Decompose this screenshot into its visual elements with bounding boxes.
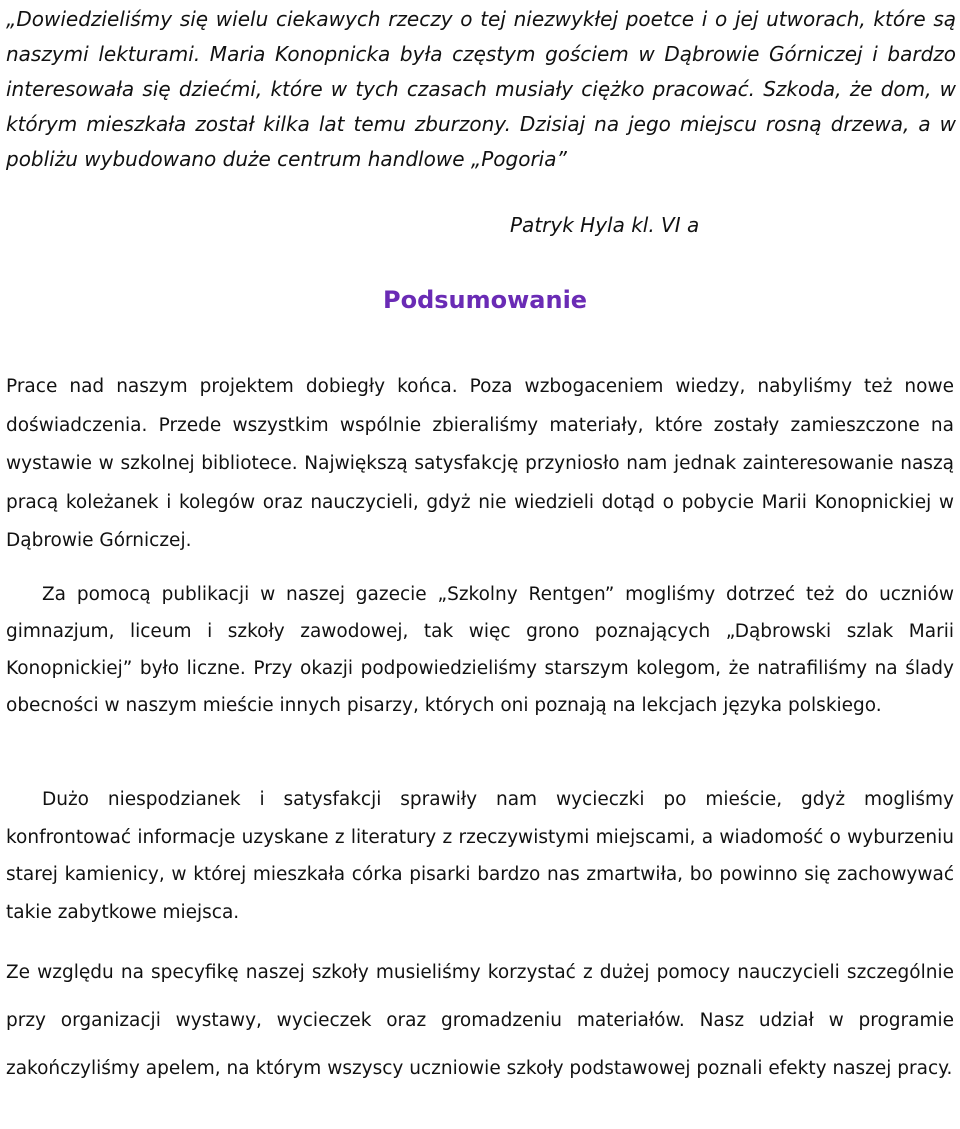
author-signature: Patryk Hyla kl. VI a [510, 213, 700, 237]
summary-paragraph: Dużo niespodzianek i satysfakcji sprawiły nam wycieczki po mieście, gdyż mogliśmy konfrontować informacje uzyskane z literatury z rzeczywistymi miejscami, a wiadomość o wyburzeniu starej kamienicy, w której mieszkała córka pisarki bardzo nas zmartwiła, bo powinno się zachowywać takie zabytkowe miejsca. [6, 789, 954, 923]
summary-paragraph: Prace nad naszym projektem dobiegły końca. Poza wzbogaceniem wiedzy, nabyliśmy też nowe doświadczenia. Przede wszystkim wspólnie zbieraliśmy materiały, które zostały zamieszczone na wystawie w szkolnej bibliotece. Największą satysfakcję przyniosło nam jednak zainteresowanie naszą pracą koleżanek i kolegów oraz nauczycieli, gdyż nie wiedzieli dotąd o pobycie Marii Konopnickiej w Dąbrowie Górniczej. [6, 376, 954, 551]
section-heading: Podsumowanie [383, 286, 588, 314]
summary-paragraph: Za pomocą publikacji w naszej gazecie „Szkolny Rentgen” mogliśmy dotrzeć też do uczniów gimnazjum, liceum i szkoły zawodowej, tak więc grono poznających „Dąbrowski szlak Marii Konopnickiej” było liczne. Przy okazji podpowiedzieliśmy starszym kolegom, że natrafiliśmy na ślady obecności w naszym mieście innych pisarzy, których oni poznają na lekcjach języka polskiego. [6, 584, 954, 716]
intro-quote: „Dowiedzieliśmy się wielu ciekawych rzeczy o tej niezwykłej poetce i o jej utworach, które są naszymi lekturami. Maria Konopnicka była częstym gościem w Dąbrowie Górniczej i bardzo interesowała się dziećmi, które w tych czasach musiały ciężko pracować. Szkoda, że dom, w którym mieszkała został kilka lat temu zburzony. Dzisiaj na jego miejscu rosną drzewa, a w pobliżu wybudowano duże centrum handlowe „Pogoria” [6, 7, 956, 171]
summary-paragraph: Ze względu na specyfikę naszej szkoły musieliśmy korzystać z dużej pomocy nauczycieli szczególnie przy organizacji wystawy, wycieczek oraz gromadzeniu materiałów. Nasz udział w programie zakończyliśmy apelem, na którym wszyscy uczniowie szkoły podstawowej poznali efekty naszej pracy. [6, 962, 954, 1079]
